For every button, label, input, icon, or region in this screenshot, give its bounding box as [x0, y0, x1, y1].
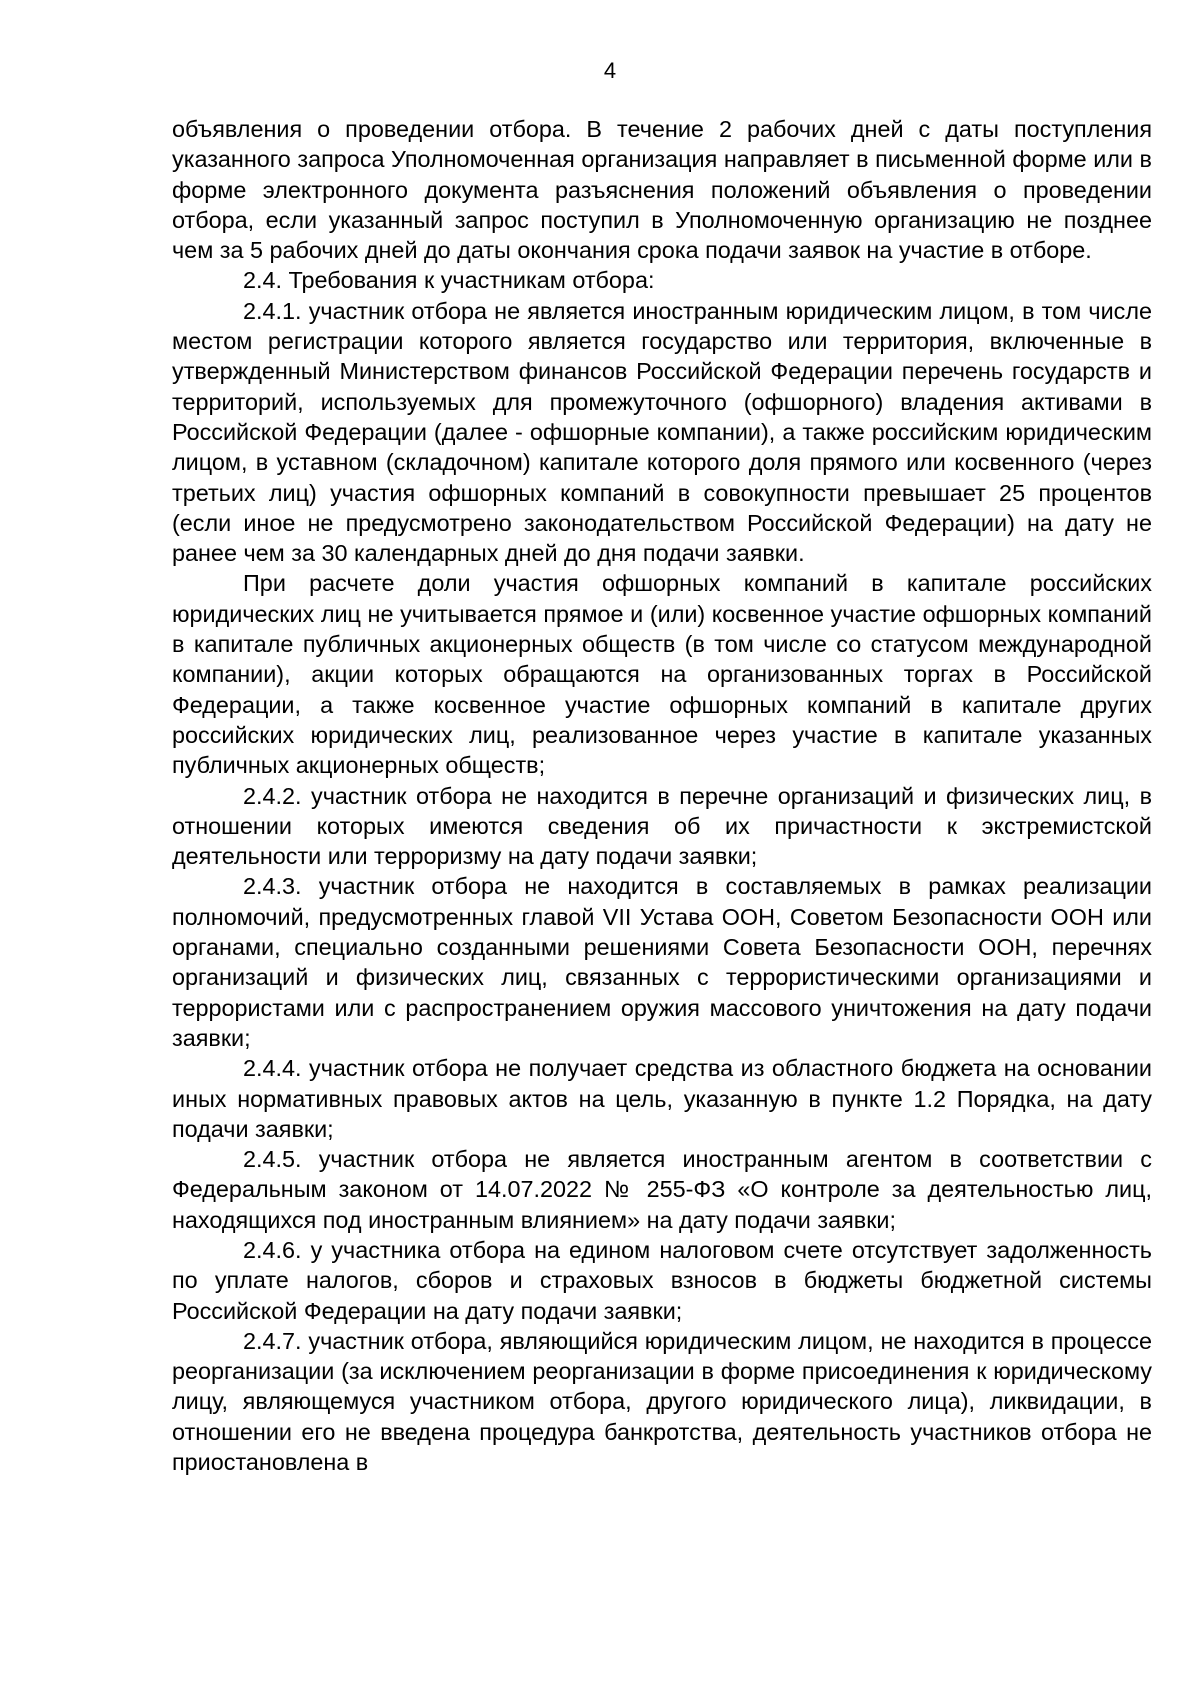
paragraph-continuation: объявления о проведении отбора. В течение 2 рабочих дней с даты поступления указанного запроса Уполномоченная организация направляет в письменной форме или в форме электронного документа разъяснения положений объявления о проведении отбора, если указанный запрос поступил в Уполномоченную организацию не позднее чем за 5 рабочих дней до даты окончания срока подачи заявок на участие в отборе.: [172, 116, 1152, 264]
section-heading-2-4: 2.4. Требования к участникам отбора:: [243, 267, 655, 294]
page-number: 4: [603, 58, 617, 83]
paragraph-2-4-1: 2.4.1. участник отбора не является иностранным юридическим лицом, в том числе местом регистрации которого является государство или территория, включенные в утвержденный Министерством финансов Российской Федерации перечень государств и территорий, используемых для промежуточного (офшорного) владения активами в Российской Федерации (далее - офшорные компании), а также российским юридическим лицом, в уставном (складочном) капитале которого доля прямого или косвенного (через третьих лиц) участия офшорных компаний в совокупности превышает 25 процентов (если иное не предусмотрено законодательством Российской Федерации) на дату не ранее чем за 30 календарных дней до дня подачи заявки.: [172, 297, 1152, 567]
paragraph-offshore-share: При расчете доли участия офшорных компаний в капитале российских юридических лиц не учитывается прямое и (или) косвенное участие офшорных компаний в капитале публичных акционерных обществ (в том числе со статусом международной компании), акции которых обращаются на организованных торгах в Российской Федерации, а также косвенное участие офшорных компаний в капитале других российских юридических лиц, реализованное через участие в капитале указанных публичных акционерных обществ;: [172, 570, 1152, 779]
paragraph-2-4-2: 2.4.2. участник отбора не находится в перечне организаций и физических лиц, в отношении которых имеются сведения об их причастности к экстремистской деятельности или терроризму на дату подачи заявки;: [172, 782, 1152, 870]
paragraph-2-4-5: 2.4.5. участник отбора не является иностранным агентом в соответствии с Федеральным законом от 14.07.2022 № 255-ФЗ «О контроле за деятельностью лиц, находящихся под иностранным влиянием» на дату подачи заявки;: [172, 1146, 1152, 1233]
paragraph-2-4-3: 2.4.3. участник отбора не находится в составляемых в рамках реализации полномочий, предусмотренных главой VII Устава ООН, Советом Безопасности ООН или органами, специально созданными решениями Совета Безопасности ООН, перечнях организаций и физических лиц, связанных с террористическими организациями и террористами или с распространением оружия массового уничтожения на дату подачи заявки;: [172, 873, 1152, 1051]
paragraph-2-4-6: 2.4.6. у участника отбора на едином налоговом счете отсутствует задолженность по уплате налогов, сборов и страховых взносов в бюджеты бюджетной системы Российской Федерации на дату подачи заявки;: [172, 1236, 1152, 1324]
document-body: [172, 114, 1152, 1477]
paragraph-2-4-7: 2.4.7. участник отбора, являющийся юридическим лицом, не находится в процессе реорганизации (за исключением реорганизации в форме присоединения к юридическому лицу, являющемуся участником отбора, другого юридического лица), ликвидации, в отношении его не введена процедура банкротства, деятельность участников отбора не приостановлена в: [172, 1327, 1152, 1476]
paragraph-2-4-4: 2.4.4. участник отбора не получает средства из областного бюджета на основании иных нормативных правовых актов на цель, указанную в пункте 1.2 Порядка, на дату подачи заявки;: [172, 1055, 1152, 1142]
